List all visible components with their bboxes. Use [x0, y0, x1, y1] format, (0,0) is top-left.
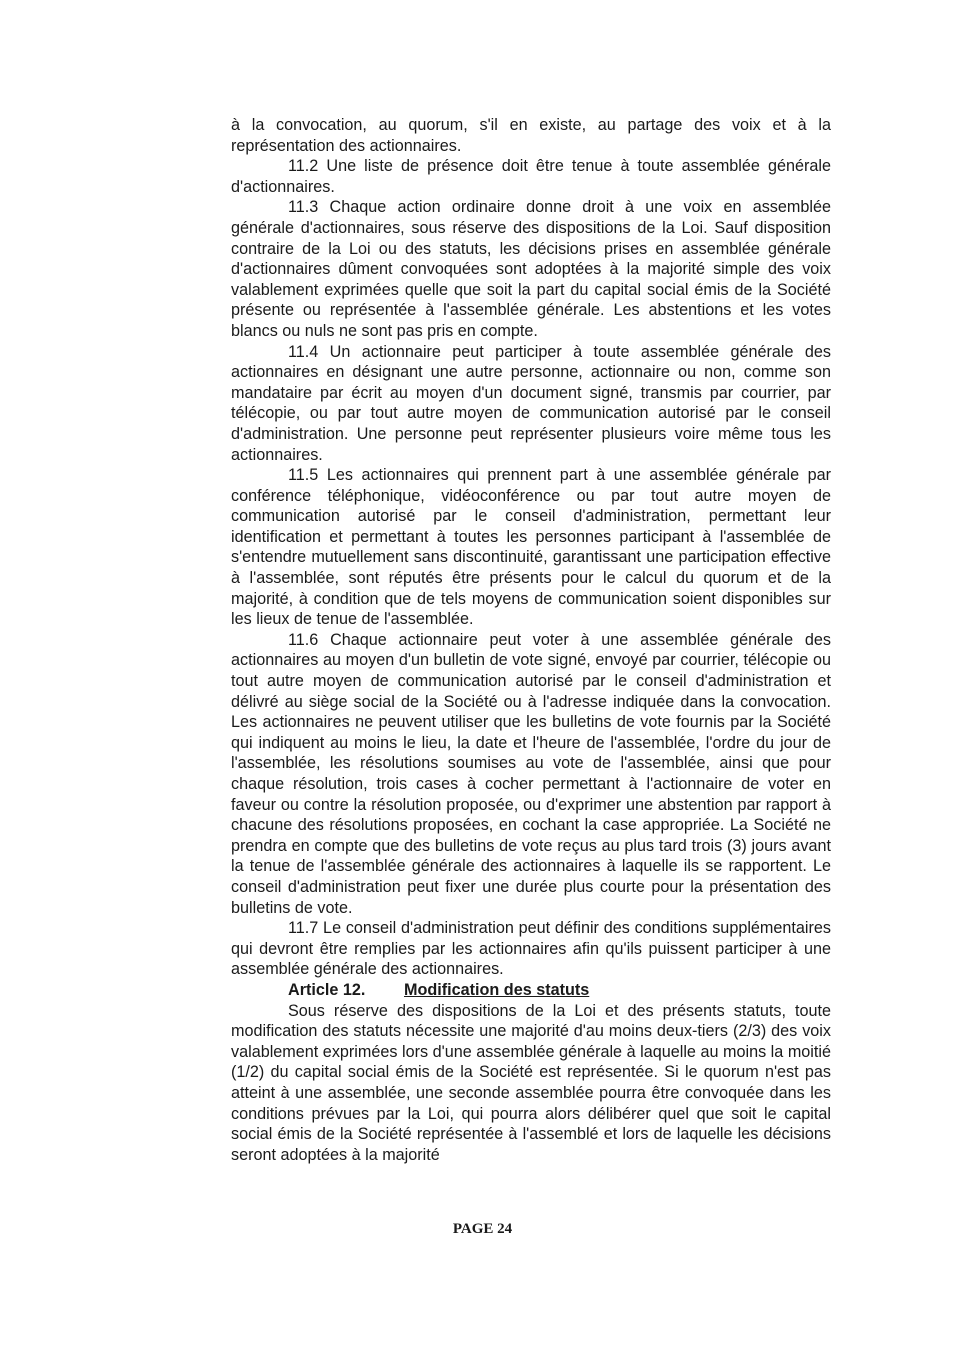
- paragraph-11-4: 11.4 Un actionnaire peut participer à toute assemblée générale des actionnaires en désignant une autre personne, actionnaire ou non, comme son mandataire par écrit au moyen d'un document signé, transmis par courrier, par télécopie, ou par tout autre moyen de communication autorisé par le conseil d'administration. Une personne peut représenter plusieurs voire même tous les actionnaires.: [231, 342, 831, 464]
- paragraph-11-7: 11.7 Le conseil d'administration peut définir des conditions supplémentaires qui devront être remplies par les actionnaires afin qu'ils puissent participer à une assemblée générale des actionnaires.: [231, 919, 831, 979]
- paragraph-continuation: à la convocation, au quorum, s'il en existe, au partage des voix et à la représentation des actionnaires.: [231, 116, 831, 155]
- article-12-heading: [231, 980, 831, 1001]
- paragraph-11-3: 11.3 Chaque action ordinaire donne droit à une voix en assemblée générale d'actionnaires, sous réserve des dispositions de la Loi. Sauf disposition contraire de la Loi ou des statuts, les décisions prises en assemblée générale d'actionnaires dûment convoquées sont adoptées à la majorité simple des voix valablement exprimées quelle que soit la part du capital social émis de la Société présente ou représentée à l'assemblée générale. Les abstentions et les votes blancs ou nuls ne sont pas pris en compte.: [231, 198, 831, 340]
- document-body: [231, 115, 831, 1165]
- paragraph-11-6: 11.6 Chaque actionnaire peut voter à une assemblée générale des actionnaires au moyen d'un bulletin de vote signé, envoyé par courrier, télécopie ou tout autre moyen de communication autorisé par le conseil d'administration et délivré au siège social de la Société ou à l'adresse indiquée dans la convocation. Les actionnaires ne peuvent utiliser que les bulletins de vote fournis par la Société qui indiquent au moins le lieu, la date et l'heure de l'assemblée, l'ordre du jour de l'assemblée, les résolutions soumises au vote de l'assemblée, ainsi que pour chaque résolution, trois cases à cocher permettant à l'actionnaire de voter en faveur ou contre la résolution proposée, ou d'exprimer une abstention par rapport à chacune des résolutions proposées, en cochant la case appropriée. La Société ne prendra en compte que des bulletins de vote reçus au plus tard trois (3) jours avant la tenue de l'assemblée générale des actionnaires à laquelle ils se rapportent. Le conseil d'administration peut fixer une durée plus courte pour la présentation des bulletins de vote.: [231, 630, 831, 917]
- page-number: PAGE 24: [452, 1221, 513, 1237]
- paragraph-11-5: 11.5 Les actionnaires qui prennent part à une assemblée générale par conférence téléphonique, vidéoconférence ou par tout autre moyen de communication autorisé par le conseil d'administration, permettant leur identification et permettant à toutes les personnes participant à l'assemblée de s'entendre mutuellement sans discontinuité, garantissant une participation effective à l'assemblée, sont réputés être présents pour le calcul du quorum et de la majorité, à condition que de tels moyens de communication soient disponibles sur les lieux de tenue de l'assemblée.: [231, 466, 831, 629]
- article-title: Modification des statuts: [404, 980, 590, 999]
- article-number: Article 12.: [288, 980, 366, 999]
- paragraph-article-12: Sous réserve des dispositions de la Loi et des présents statuts, toute modification des statuts nécessite une majorité d'au moins deux-tiers (2/3) des voix valablement exprimées lors d'une assemblée générale à laquelle au moins la moitié (1/2) du capital social émis de la Société est représentée. Si le quorum n'est pas atteint à une assemblée, une seconde assemblée pourra être convoquée dans les conditions prévues par la Loi, qui pourra alors délibérer quel que soit le capital social émis de la Société représentée à l'assemblé et lors de laquelle les décisions seront adoptées à la majorité: [231, 1001, 831, 1164]
- paragraph-11-2: 11.2 Une liste de présence doit être tenue à toute assemblée générale d'actionnaires.: [231, 157, 831, 196]
